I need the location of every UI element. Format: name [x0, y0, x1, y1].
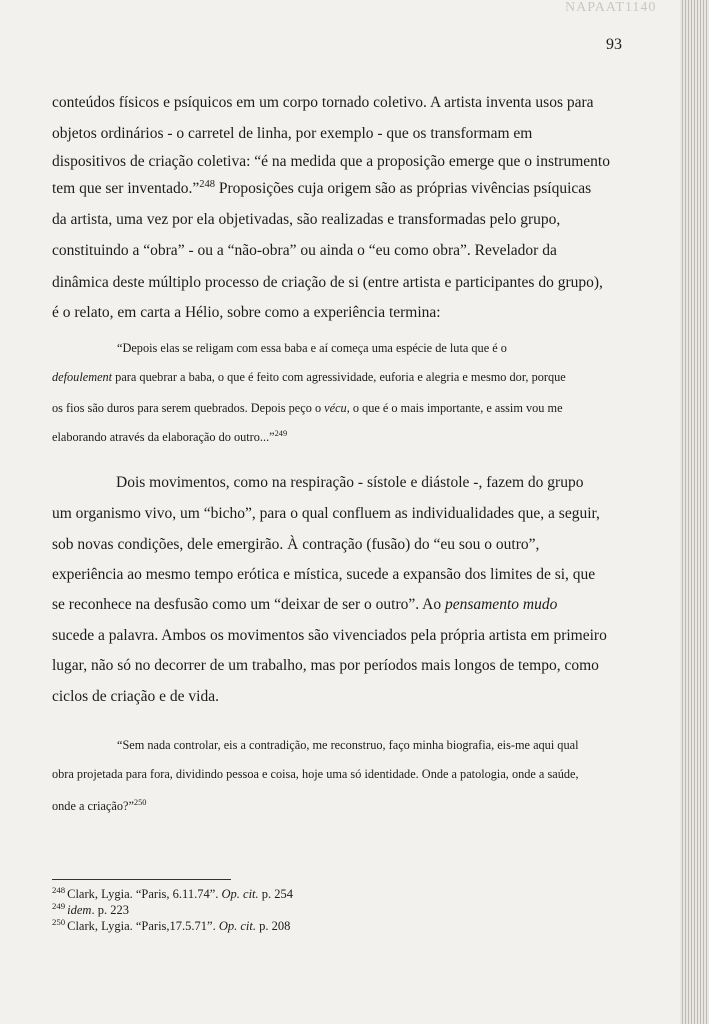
block-quote-line — [52, 430, 287, 445]
text-run: p. 254 — [258, 887, 294, 901]
text-run: Clark, Lygia. “Paris, 6.11.74”. — [67, 887, 222, 901]
text-run: os fios são duros para serem quebrados. Depois peço o — [52, 401, 325, 415]
paragraph-line: conteúdos físicos e psíquicos em um corpo tornado coletivo. A artista inventa usos para — [52, 94, 594, 111]
footnote — [52, 884, 294, 902]
footnote-ref: 250 — [133, 797, 147, 807]
text-run: . p. 223 — [91, 903, 129, 917]
emphasis: defoulement — [52, 370, 113, 384]
page-number: 93 — [606, 36, 622, 53]
block-quote-line: “Sem nada controlar, eis a contradição, me reconstruo, faço minha biografia, eis-me aqui qual — [117, 738, 579, 752]
block-quote-line: “Depois elas se religam com essa baba e aí começa uma espécie de luta que é o — [117, 341, 507, 355]
paragraph-line — [52, 180, 591, 198]
block-quote-line — [52, 401, 563, 416]
paragraph-line: dispositivos de criação coletiva: “é na medida que a proposição emerge que o instrumento — [52, 153, 610, 170]
footnote-number: 248 — [52, 884, 66, 895]
footnote-ref: 248 — [199, 178, 215, 190]
text-run: , o que é o mais importante, e assim vou me — [346, 401, 563, 415]
paragraph-line: constituindo a “obra” - ou a “não-obra” ou ainda o “eu como obra”. Revelador da — [52, 242, 557, 259]
text-run: tem que ser inventado.” — [52, 180, 200, 197]
text-run: Proposições cuja origem são as próprias vivências psíquicas — [215, 180, 592, 197]
paragraph-line: ciclos de criação e de vida. — [52, 688, 219, 705]
paragraph-line — [52, 596, 557, 614]
footnote — [52, 900, 129, 918]
text-run: se reconhece na desfusão como um “deixar de ser o outro”. Ao — [52, 596, 445, 613]
emphasis: Op. cit. — [221, 887, 259, 901]
paragraph-line: sucede a palavra. Ambos os movimentos são vivenciados pela própria artista em primeiro — [52, 627, 607, 644]
corner-stamp: NAPAAT1140 — [565, 0, 657, 15]
paragraph-line: Dois movimentos, como na respiração - sístole e diástole -, fazem do grupo — [116, 474, 584, 491]
text-run: p. 208 — [256, 919, 291, 933]
text-run: elaborando através da elaboração do outro...” — [52, 430, 275, 444]
paragraph-line: lugar, não só no decorrer de um trabalho, mas por períodos mais longos de tempo, como — [52, 657, 599, 674]
paragraph-line: da artista, uma vez por ela objetivadas, são realizadas e transformadas pelo grupo, — [52, 211, 561, 228]
emphasis: Op. cit. — [218, 919, 256, 933]
page-edges — [680, 0, 709, 1024]
paragraph-line: dinâmica deste múltiplo processo de criação de si (entre artista e participantes do grupo), — [52, 274, 603, 291]
emphasis: vécu — [324, 401, 347, 415]
footnote-ref: 249 — [274, 428, 288, 438]
footnote-number: 249 — [52, 900, 66, 911]
footnote-number: 250 — [52, 916, 66, 927]
block-quote-line — [52, 799, 146, 814]
paragraph-line: objetos ordinários - o carretel de linha, por exemplo - que os transformam em — [52, 125, 533, 142]
block-quote-line: obra projetada para fora, dividindo pessoa e coisa, hoje uma só identidade. Onde a patologia, onde a saúde, — [52, 767, 579, 781]
emphasis: idem — [67, 903, 92, 917]
text-run: Clark, Lygia. “Paris,17.5.71”. — [67, 919, 219, 933]
block-quote-line — [52, 370, 566, 385]
text-run: onde a criação?” — [52, 799, 134, 813]
emphasis: pensamento mudo — [444, 596, 558, 613]
footnote-separator — [52, 879, 231, 880]
text-run: para quebrar a baba, o que é feito com agressividade, euforia e alegria e mesmo dor, porque — [112, 370, 566, 384]
footnote — [52, 916, 291, 934]
paragraph-line: um organismo vivo, um “bicho”, para o qual confluem as individualidades que, a seguir, — [52, 505, 600, 522]
paragraph-line: experiência ao mesmo tempo erótica e mística, sucede a expansão dos limites de si, que — [52, 566, 596, 583]
paragraph-line: sob novas condições, dele emergirão. À contração (fusão) do “eu sou o outro”, — [52, 536, 540, 553]
paragraph-line: é o relato, em carta a Hélio, sobre como a experiência termina: — [52, 304, 441, 321]
